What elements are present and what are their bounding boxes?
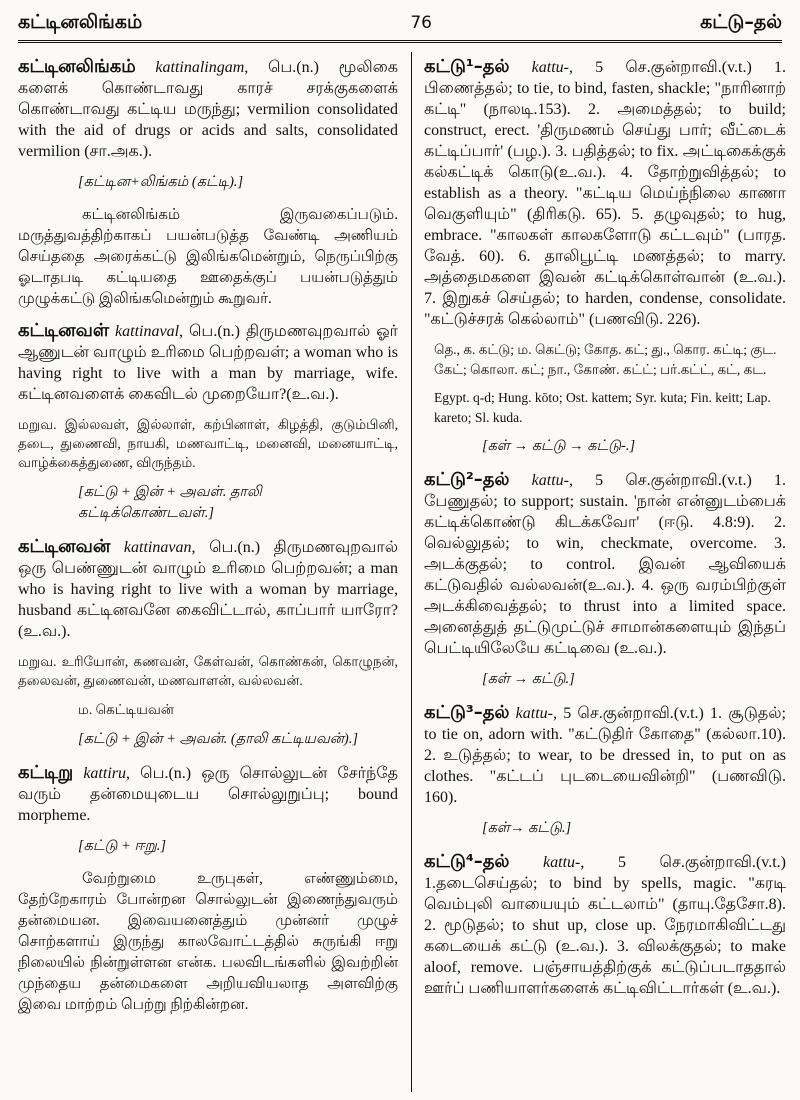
dictionary-entry [424, 469, 786, 659]
entry-definition: , பெ.(n.) திருமணவுறவால் ஓர் ஆணுடன் வாழும் உரிமை பெற்றவள்; a woman who is having right to live with a man by marriage, wife. கட்டினவளைக் கைவிடல் முறையோ?(உ.வ.). [18, 323, 399, 403]
entry-etymology: [கட்டு + இன் + அவள். தாலி கட்டிக்கொண்டவள்.] [78, 484, 262, 521]
entry-transliteration: kattinaval [115, 323, 180, 340]
entry-etymology: [கட்டு + ஈறு.] [78, 838, 167, 854]
entry-transliteration: kattu- [531, 59, 569, 76]
dictionary-entry [424, 56, 786, 330]
left-column [18, 56, 398, 1026]
dictionary-entry [424, 851, 786, 999]
entry-note: வேற்றுமை உருபுகள், எண்ணும்மை, தேற்றேகாரம் போன்றன சொல்லுடன் இணைந்துவரும் தன்மையன. இவையனைத்தும் முன்னர் முழுச் சொற்களாய் இருந்து காலவோட்டத்தில் சுருங்கி ஈறு நிலையில் நின்றுள்ளன என்க. பலவிடங்களில் இவற்றின் முந்தைய தன்மைகளை அறியவியலாத அளவிற்கு இவை மாற்றம் பெற்று நிற்கின்றன. [18, 871, 398, 1013]
entry-definition: , பெ.(n.) திருமணவுறவால் ஒரு பெண்ணுடன் வாழும் உரிமை பெற்றவன்; a man who is having right to live with a woman by marriage, husband கட்டினவனே கைவிட்டால், காப்பார் யாரோ? (உ.வ.). [18, 539, 399, 640]
entry-definition: , பெ.(n.) ஒரு சொல்லுடன் சேர்ந்தே வரும் தன்மையுடைய சொல்லுறுப்பு; bound morpheme. [18, 765, 398, 824]
page-number: 76 [410, 13, 432, 33]
entry-headword: கட்டு³–தல் [424, 702, 510, 723]
dictionary-entry [18, 536, 398, 642]
entry-transliteration: kattu- [515, 705, 553, 722]
entry-definition: , 5 செ.குன்றாவி.(v.t.) 1. பேணுதல்; to support; sustain. 'நான் என்னுடம்பைக் கட்டிக்கொண்டு கிடக்கவோ' (ஈடு. 4.8:9). 2. வெல்லுதல்; to win, checkmate, overcome. 3. அடக்குதல்; to control. இவன் ஆவியைக் கட்டுவதில் வல்லவன்(உ.வ.). 4. ஒரு வரம்பிற்குள் அடக்கிவைத்தல்; to thrust into a limited space. அனைத்துத் தட்டுமுட்டுச் சாமான்களையும் இந்தப் பெட்டியிலேயே கட்டிவை (உ.வ.). [424, 472, 787, 657]
column-divider [411, 52, 412, 1092]
entry-headword: கட்டு⁴–தல் [424, 851, 510, 872]
dictionary-entry [18, 320, 398, 405]
entry-transliteration: kattiru [83, 765, 126, 782]
entry-etymology: [கள் → கட்டு.] [482, 671, 575, 687]
entry-etymology: [கட்டு + இன் + அவன். (தாலி கட்டியவன்).] [78, 731, 359, 747]
dictionary-entry [424, 702, 786, 808]
entry-synonyms: மறுவ. இல்லவள், இல்லாள், கற்பினாள், கிழத்தி, குடும்பினி, தடை, துணைவி, நாயகி, மணவாட்டி, மனைவி, மனையாட்டி, வாழ்க்கைத்துணை, விருந்தம். [18, 417, 398, 470]
entry-dravidian-cognates: தெ., க. கட்டு; ம. கெட்டு; கோத. கட்; து., கொர. கட்டி; குட. கேட்; கொலா. கட்; நா., கோண். கட்ட்; பர்.கட்ட், கட், கட. [434, 342, 777, 377]
dictionary-entry [18, 762, 398, 826]
entry-headword: கட்டினலிங்கம் [18, 56, 136, 77]
entry-headword: கட்டு²–தல் [424, 469, 510, 490]
entry-definition: , 5 செ.குன்றாவி.(v.t.) 1. சூடுதல்; to tie on, adorn with. "கட்டுதிர் கோதை" (கல்லா.10). 2. உடுத்தல்; to wear, to be dressed in, to put on as clothes. "கட்டப் புடடையைவின்றி" (பணவிடு. 160). [424, 705, 786, 806]
entry-headword: கட்டினவள் [18, 320, 110, 341]
entry-transliteration: kattinavan [123, 539, 192, 556]
entry-definition: , 5 செ.குன்றாவி.(v.t.) 1. பிணைத்தல்; to tie, to bind, fasten, shackle; "நாரினாற் கட்டி" (நாலடி.153). 2. அமைத்தல்; to build; construct, erect. 'திருமணம் செய்து பார்; வீட்டைக் கட்டிப்பார்' (பழ.). 3. பதித்தல்; to fix. அட்டிகைக்குக் கல்கட்டிக் கொடு(உ.வ.). 4. தோற்றுவித்தல்; to establish as a theory. "கட்டிய மெய்ந்நிலை காணா வெகுளியும்" (திரிகடு. 65). 5. தழுவுதல்; to hug, embrace. "காலகள் காலகளோடு கட்டவும்" (பாரத. வேத். 60). 6. தாலிபூட்டி மணத்தல்; to marry. அத்தைமகளை இவன் கட்டிக்கொள்வான் (உ.வ.). 7. இறுகச் செய்தல்; to harden, condense, consolidate. "கட்டுச்சரக் கெல்லாம்" (பணவிடு. 226). [424, 59, 787, 328]
header-right-guideword: கட்டு–தல் [700, 10, 782, 33]
entry-headword: கட்டிறு [18, 762, 74, 783]
entry-transliteration: kattinalingam [155, 59, 245, 76]
header-left-guideword: கட்டினலிங்கம் [18, 10, 143, 33]
entry-synonyms: மறுவ. உரியோன், கணவன், கேள்வன், கொண்கன், கொழுநன், தலைவன், துணைவன், மணவாளன், வல்லவன். [18, 654, 398, 688]
dictionary-entry [18, 56, 398, 162]
entry-etymology: [கள் → கட்டு → கட்டு-.] [482, 438, 636, 454]
entry-etymology: [கள்→ கட்டு.] [482, 820, 572, 836]
right-column [424, 56, 786, 1009]
entry-definition: , பெ.(n.) மூலிகை களைக் கொண்டாவது காரச் சரக்குகளைக் கொண்டாவது கட்டிய மருந்து; vermilion consolidated with the aid of drugs or acids and salts, consolidated vermilion (சா.அக.). [18, 59, 398, 160]
entry-headword: கட்டு¹–தல் [424, 56, 510, 77]
entry-foreign-cognates: Egypt. q-d; Hung. kōto; Ost. kattem; Syr. kuta; Fin. keitt; Lap. kareto; Sl. kuda. [434, 390, 771, 425]
entry-cognate: ம. கெட்டியவன் [78, 702, 174, 717]
entry-definition: , 5 செ.குன்றாவி.(v.t.) 1.தடைசெய்தல்; to bind by spells, magic. "கரடி வெம்புலி வாயையும் கட்டலாம்" (தாயு.தேசோ.8). 2. மூடுதல்; to shut up, close up. நேரமாகிவிட்டது கடையைக் கட்டு (உ.வ.). 3. விலக்குதல்; to make aloof, remove. பஞ்சாயத்திற்குக் கட்டுப்படாததால் ஊர்ப் பணியாளர்களைக் கட்டிவிட்டார்கள் (உ.வ.). [424, 854, 786, 997]
entry-note: கட்டினலிங்கம் இருவகைப்படும். மருத்துவத்திற்காகப் பயன்படுத்த வேண்டி அணியம் செய்ததை அரைக்கட்டு இலிங்கமென்றும், நெருப்பிற்கு ஓடாதபடி கட்டியதை ஊதைக்குப் பயன்படுத்தும் முழுக்கட்டு இலிங்கமென்றும் கூறுவர். [18, 207, 398, 307]
entry-etymology: [கட்டின+லிங்கம் (கட்டி).] [78, 174, 244, 190]
entry-transliteration: kattu- [531, 472, 569, 489]
page-header [18, 6, 782, 43]
entry-transliteration: kattu- [543, 854, 581, 871]
entry-headword: கட்டினவன் [18, 536, 111, 557]
